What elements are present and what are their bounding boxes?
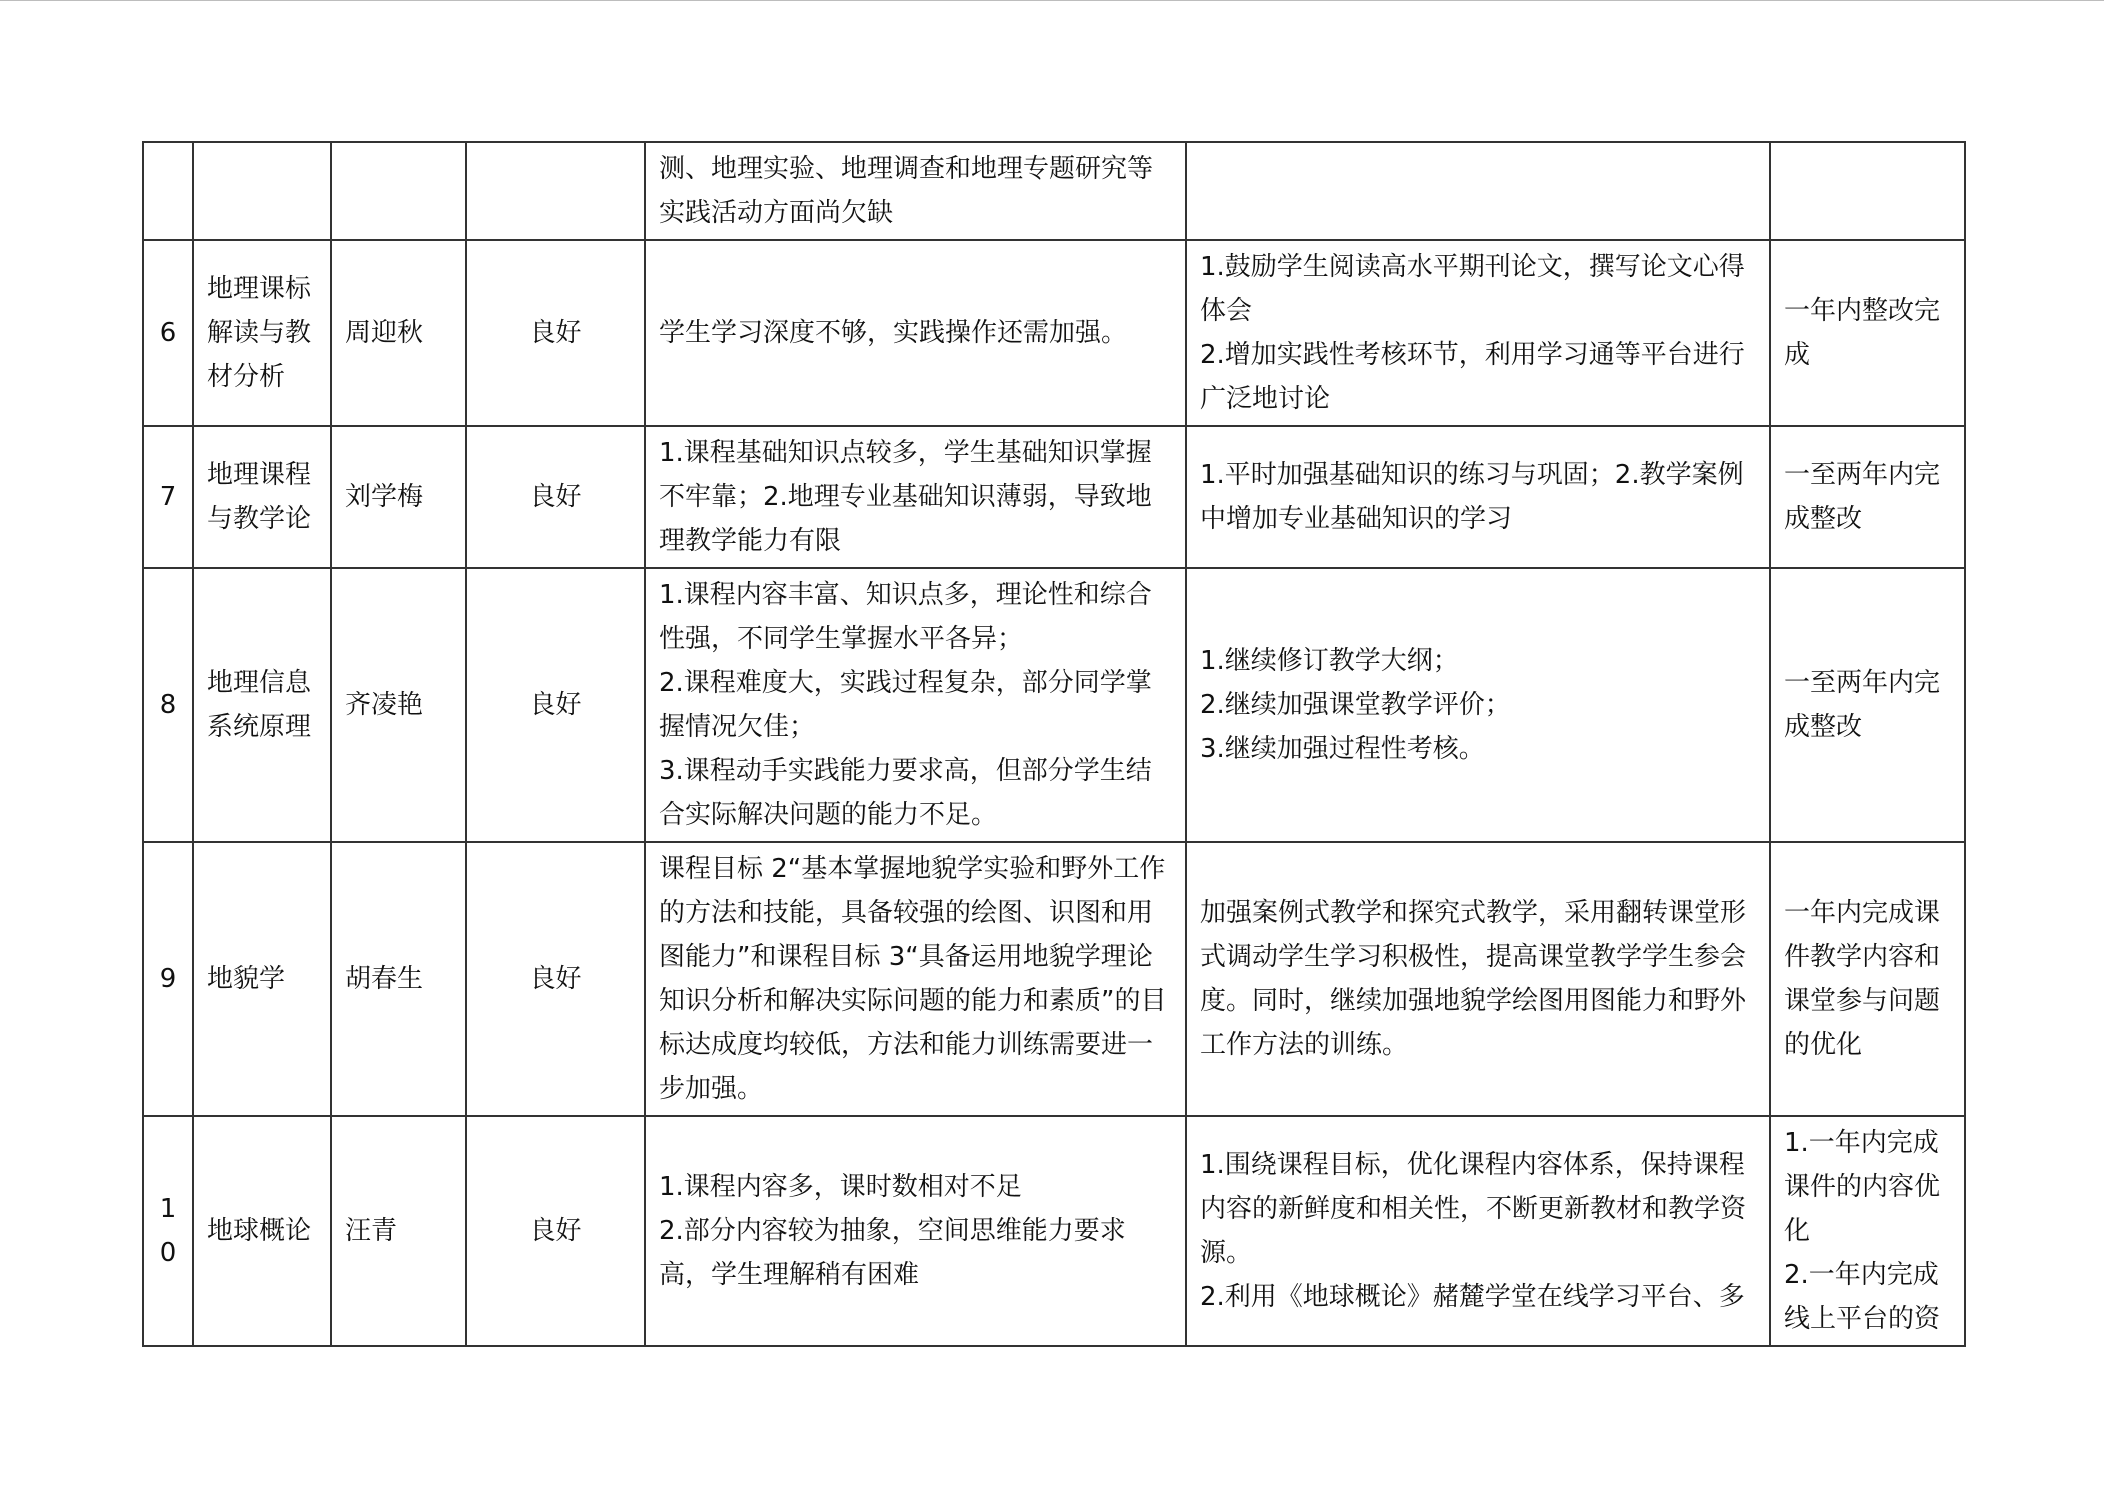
teacher-name: 齐凌艳: [331, 568, 466, 842]
timeline-cell: [1770, 426, 1965, 568]
row-number: 7: [143, 426, 193, 568]
timeline-cell: [1770, 842, 1965, 1116]
row-number: 8: [143, 568, 193, 842]
measures-cell: [1186, 240, 1770, 426]
measure-line: 1.鼓励学生阅读高水平期刊论文，撰写论文心得体会: [1200, 252, 1745, 326]
problem-line: 2.部分内容较为抽象，空间思维能力要求高，学生理解稍有困难: [659, 1216, 1126, 1290]
measures-cell: [1186, 142, 1770, 240]
measure-line: 1.继续修订教学大纲；: [1200, 646, 1459, 676]
problem-line: 3.课程动手实践能力要求高，但部分学生结合实际解决问题的能力不足。: [659, 756, 1152, 830]
timeline-cell: [1770, 1116, 1965, 1346]
table-row: [143, 568, 1965, 842]
problems-cell: [645, 142, 1186, 240]
course-name: 地球概论: [193, 1116, 331, 1346]
timeline-cell: [1770, 142, 1965, 240]
page-top-edge: [0, 0, 2104, 1]
table-body: [143, 142, 1965, 1346]
timeline-line: 一年内完成课件教学内容和课堂参与问题的优化: [1784, 898, 1941, 1060]
course-name: 地貌学: [193, 842, 331, 1116]
teacher-name: 汪青: [331, 1116, 466, 1346]
measure-line: 2.增加实践性考核环节，利用学习通等平台进行广泛地讨论: [1200, 340, 1745, 414]
measure-line: 1.围绕课程目标，优化课程内容体系，保持课程内容的新鲜度和相关性，不断更新教材和教学资源。: [1200, 1150, 1747, 1268]
problem-line: 学生学习深度不够，实践操作还需加强。: [659, 318, 1128, 348]
problems-cell: [645, 240, 1186, 426]
row-number: [143, 142, 193, 240]
problem-line: 1.课程内容多，课时数相对不足: [659, 1172, 1022, 1202]
problems-cell: [645, 568, 1186, 842]
problems-cell: [645, 1116, 1186, 1346]
row-number: 10: [143, 1116, 193, 1346]
problem-line: 2.课程难度大，实践过程复杂，部分同学掌握情况欠佳；: [659, 668, 1152, 742]
evaluation-grade: 良好: [466, 240, 645, 426]
measure-line: 3.继续加强过程性考核。: [1200, 734, 1485, 764]
timeline-line: 一至两年内完成整改: [1784, 460, 1941, 534]
teacher-name: 胡春生: [331, 842, 466, 1116]
timeline-line: 一至两年内完成整改: [1784, 668, 1941, 742]
course-evaluation-table: [142, 141, 1966, 1347]
measure-line: 1.平时加强基础知识的练习与巩固；2.教学案例中增加专业基础知识的学习: [1200, 460, 1744, 534]
timeline-line: 1.一年内完成课件的内容优化: [1784, 1128, 1941, 1246]
problem-line: 测、地理实验、地理调查和地理专题研究等实践活动方面尚欠缺: [659, 154, 1154, 228]
measures-cell: [1186, 568, 1770, 842]
table-row: [143, 240, 1965, 426]
measure-line: 2.利用《地球概论》赭麓学堂在线学习平台、多: [1200, 1282, 1745, 1312]
course-name: 地理信息系统原理: [193, 568, 331, 842]
teacher-name: 刘学梅: [331, 426, 466, 568]
measures-cell: [1186, 1116, 1770, 1346]
problems-cell: [645, 842, 1186, 1116]
measures-cell: [1186, 842, 1770, 1116]
timeline-cell: [1770, 568, 1965, 842]
evaluation-grade: 良好: [466, 568, 645, 842]
timeline-line: 2.一年内完成线上平台的资: [1784, 1260, 1941, 1334]
course-name: [193, 142, 331, 240]
measures-cell: [1186, 426, 1770, 568]
problem-line: 1.课程基础知识点较多，学生基础知识掌握不牢靠；2.地理专业基础知识薄弱，导致地理教学能力有限: [659, 438, 1152, 556]
problems-cell: [645, 426, 1186, 568]
evaluation-grade: [466, 142, 645, 240]
problem-line: 1.课程内容丰富、知识点多，理论性和综合性强，不同学生掌握水平各异；: [659, 580, 1152, 654]
problem-line: 课程目标 2“基本掌握地貌学实验和野外工作的方法和技能，具备较强的绘图、识图和用图能力”和课程目标 3“具备运用地貌学理论知识分析和解决实际问题的能力和素质”的目标达成度均较低，方法和能力训练需要进一步加强。: [659, 854, 1167, 1104]
evaluation-grade: 良好: [466, 426, 645, 568]
table-row: [143, 142, 1965, 240]
teacher-name: [331, 142, 466, 240]
row-number: 6: [143, 240, 193, 426]
row-number: 9: [143, 842, 193, 1116]
table-row: [143, 842, 1965, 1116]
evaluation-grade: 良好: [466, 1116, 645, 1346]
table-row: [143, 426, 1965, 568]
table-row: [143, 1116, 1965, 1346]
course-name: 地理课程与教学论: [193, 426, 331, 568]
teacher-name: 周迎秋: [331, 240, 466, 426]
course-name: 地理课标解读与教材分析: [193, 240, 331, 426]
measure-line: 2.继续加强课堂教学评价；: [1200, 690, 1511, 720]
timeline-cell: [1770, 240, 1965, 426]
timeline-line: 一年内整改完成: [1784, 296, 1941, 370]
measure-line: 加强案例式教学和探究式教学，采用翻转课堂形式调动学生学习积极性，提高课堂教学学生参会度。同时，继续加强地貌学绘图用图能力和野外工作方法的训练。: [1200, 898, 1747, 1060]
evaluation-grade: 良好: [466, 842, 645, 1116]
